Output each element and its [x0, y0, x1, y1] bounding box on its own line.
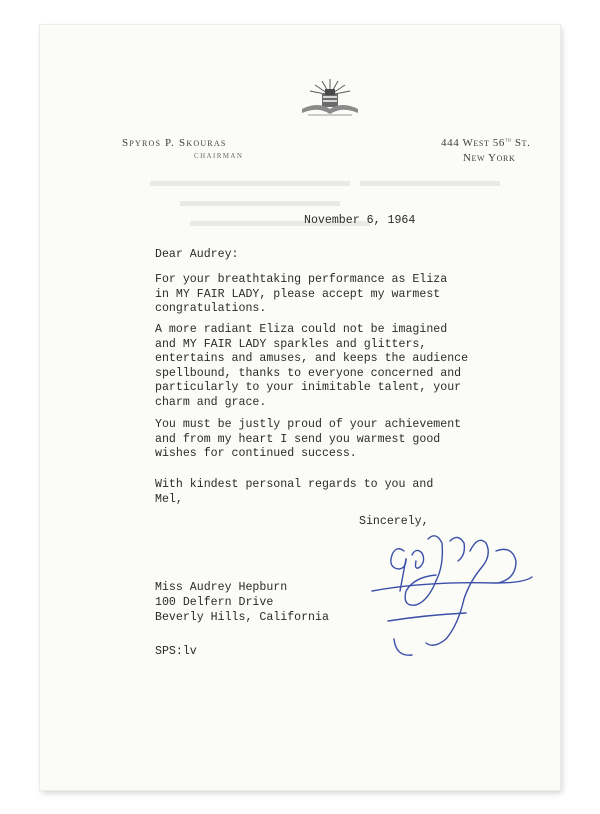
recipient-name: Miss Audrey Hepburn [155, 581, 288, 594]
letter-closing: Sincerely, [359, 515, 429, 528]
letterhead-address-line2: New York [463, 152, 516, 164]
letter-paragraph-1: For your breathtaking performance as Eliza in MY FAIR LADY, please accept my warmest congratulations. [155, 273, 448, 316]
letterhead-name: Spyros P. Skouras [122, 137, 227, 149]
recipient-city: Beverly Hills, California [155, 611, 329, 624]
letterhead-address-line1: 444 West 56th St. [441, 137, 531, 149]
typist-reference: SPS:lv [155, 645, 197, 658]
letter-salutation: Dear Audrey: [155, 248, 239, 261]
company-logo-icon [298, 73, 362, 121]
letter-paragraph-2: A more radiant Eliza could not be imagined and MY FAIR LADY sparkles and glitters, entertains and amuses, and keeps the audience spellbound, thanks to everyone concerned and particularly to your inimitable talent, your charm and grace. [155, 323, 469, 409]
letter-date: November 6, 1964 [304, 214, 416, 227]
recipient-street: 100 Delfern Drive [155, 596, 274, 609]
handwritten-signature [366, 521, 536, 673]
letterhead-title: CHAIRMAN [194, 152, 244, 160]
letter-paragraph-3: You must be justly proud of your achievement and from my heart I send you warmest good wishes for continued success. [155, 418, 462, 461]
letter-sheet [40, 25, 560, 790]
letter-paragraph-4: With kindest personal regards to you and Mel, [155, 478, 434, 506]
